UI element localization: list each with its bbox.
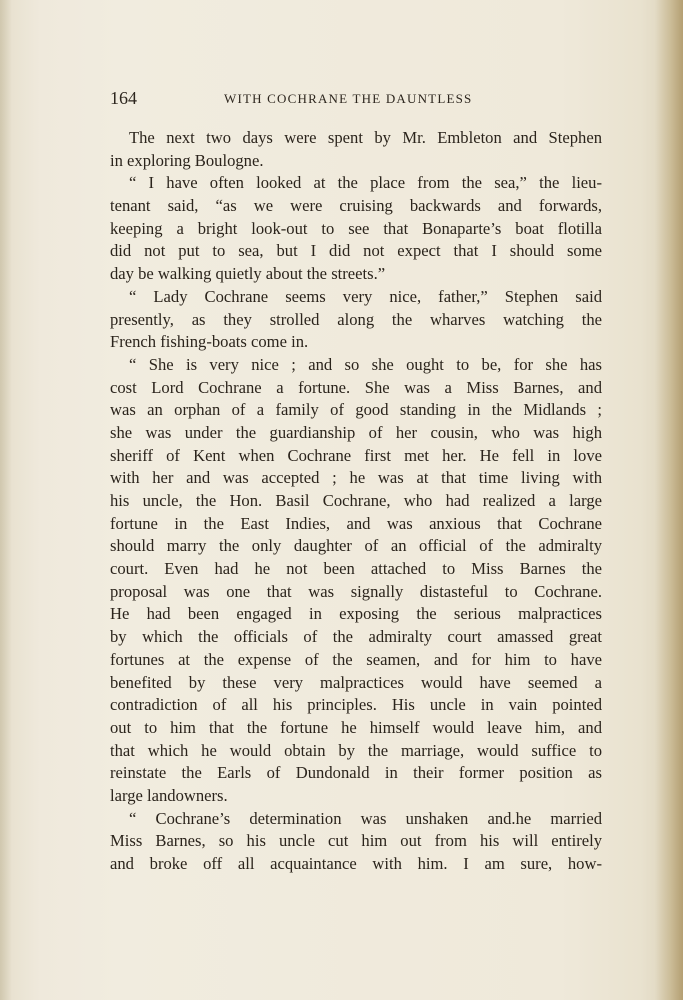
text-line: fortune in the East Indies, and was anxious that Cochrane — [110, 513, 602, 533]
text-line: that which he would obtain by the marriage, would suffice to — [110, 740, 602, 760]
page-header — [110, 88, 510, 112]
text-line: in exploring Boulogne. — [110, 150, 264, 170]
body-text — [110, 127, 602, 876]
text-line: by which the officials of the admiralty court amassed great — [110, 627, 602, 647]
text-line: cost Lord Cochrane a fortune. She was a Miss Barnes, and — [110, 377, 602, 397]
text-line: “ I have often looked at the place from the sea,” the lieu- — [129, 173, 602, 193]
text-line: He had been engaged in exposing the serious malpractices — [110, 604, 602, 624]
text-line: “ She is very nice ; and so she ought to be, for she has — [129, 354, 602, 374]
text-line: should marry the only daughter of an official of the admiralty — [110, 536, 602, 556]
text-line: with her and was accepted ; he was at that time living with — [110, 468, 602, 488]
text-line: Miss Barnes, so his uncle cut him out from his will entirely — [110, 831, 602, 851]
text-line: did not put to sea, but I did not expect that I should some — [110, 241, 602, 261]
text-line: benefited by these very malpractices would have seemed a — [110, 672, 602, 692]
text-line: French fishing-boats come in. — [110, 332, 309, 352]
text-line: reinstate the Earls of Dundonald in their former position as — [110, 763, 602, 783]
text-line: was an orphan of a family of good standing in the Midlands ; — [110, 400, 602, 420]
text-line: presently, as they strolled along the wharves watching the — [110, 309, 602, 329]
text-line: out to him that the fortune he himself would leave him, and — [110, 717, 602, 737]
text-line: she was under the guardianship of her cousin, who was high — [110, 422, 602, 442]
page-number: 164 — [110, 88, 137, 108]
text-line: and broke off all acquaintance with him. I am sure, how- — [110, 854, 602, 873]
text-line: “ Lady Cochrane seems very nice, father,” Stephen said — [129, 286, 602, 306]
text-line: tenant said, “as we were cruising backwards and forwards, — [110, 196, 602, 216]
text-line: contradiction of all his principles. His uncle in vain pointed — [110, 695, 602, 715]
page-gutter-shadow — [655, 0, 683, 1000]
text-line: keeping a bright look-out to see that Bonaparte’s boat flotilla — [110, 218, 602, 238]
page-left-edge — [0, 0, 12, 1000]
text-line: court. Even had he not been attached to Miss Barnes the — [110, 559, 602, 579]
text-line: his uncle, the Hon. Basil Cochrane, who had realized a large — [110, 491, 602, 510]
text-line: fortunes at the expense of the seamen, and for him to have — [110, 649, 602, 669]
text-line: proposal was one that was signally distasteful to Cochrane. — [110, 581, 602, 601]
text-line: large landowners. — [110, 785, 228, 805]
text-line: “ Cochrane’s determination was unshaken and.he married — [129, 808, 602, 828]
text-line: sheriff of Kent when Cochrane first met her. He fell in love — [110, 445, 602, 465]
text-line: day be walking quietly about the streets.” — [110, 264, 386, 284]
running-head: WITH COCHRANE THE DAUNTLESS — [224, 91, 473, 106]
text-line: The next two days were spent by Mr. Embleton and Stephen — [129, 128, 602, 147]
